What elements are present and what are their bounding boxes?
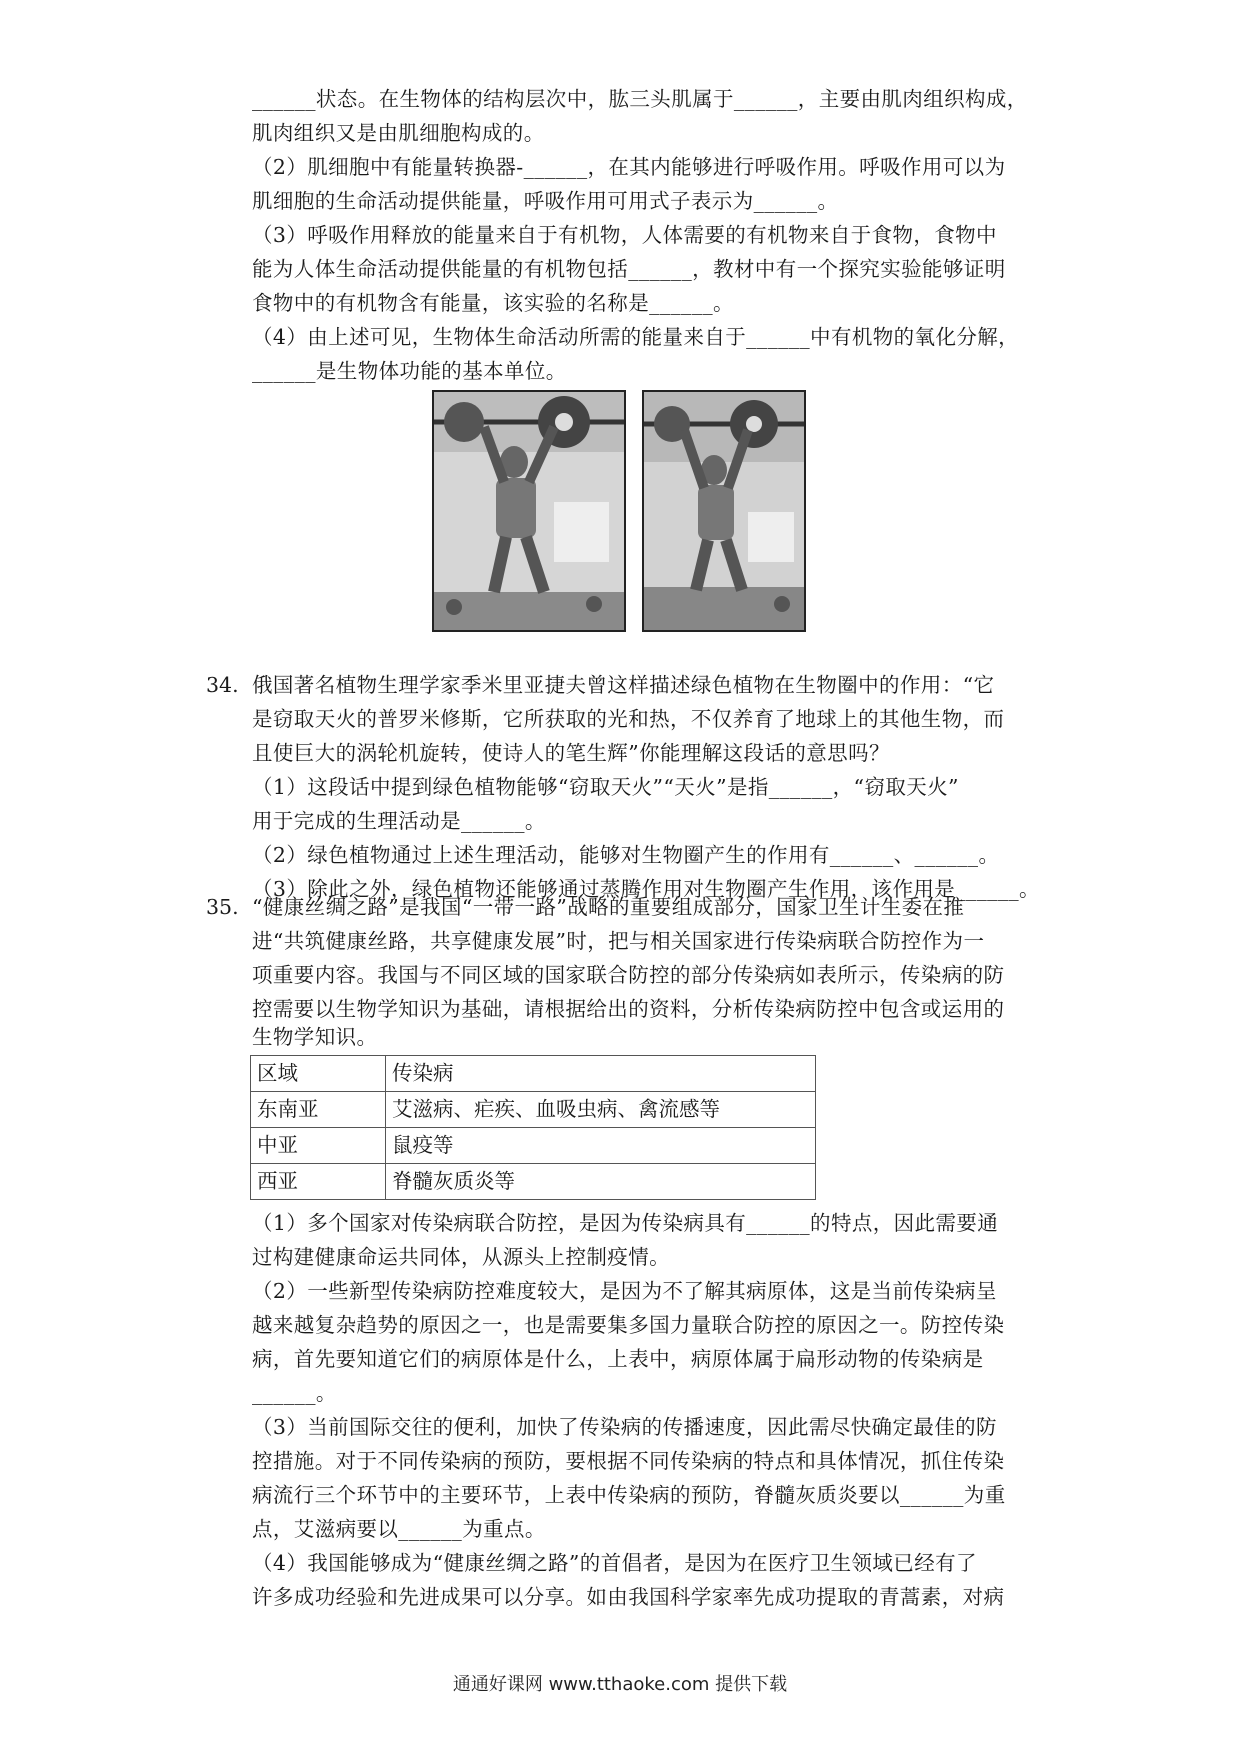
text-line: 越来越复杂趋势的原因之一，也是需要集多国力量联合防控的原因之一。防控传染: [252, 1313, 1005, 1337]
text-line: （1）多个国家对传染病联合防控，是因为传染病具有______的特点，因此需要通: [252, 1211, 999, 1235]
text-line: 进“共筑健康丝路，共享健康发展”时，把与相关国家进行传染病联合防控作为一: [252, 929, 985, 953]
weightlifter-photo-2: [642, 390, 806, 632]
text-line: 控需要以生物学知识为基础，请根据给出的资料，分析传染病防控中包含或运用的: [252, 997, 1005, 1021]
table-header-cell: 区域: [251, 1056, 386, 1092]
table-cell: 西亚: [251, 1164, 386, 1200]
text-line: （2）肌细胞中有能量转换器-______，在其内能够进行呼吸作用。呼吸作用可以为: [252, 155, 1006, 179]
text-line: “健康丝绸之路”是我国“一带一路”战略的重要组成部分，国家卫生计生委在推: [252, 895, 965, 919]
table-row: [251, 1128, 816, 1164]
table-cell: 脊髓灰质炎等: [386, 1164, 816, 1200]
text-line: （3）除此之外，绿色植物还能够通过蒸腾作用对生物圈产生作用，该作用是______。: [252, 877, 1040, 901]
text-line: 生物学知识。: [252, 1025, 378, 1049]
text-line: 病流行三个环节中的主要环节，上表中传染病的预防，脊髓灰质炎要以______为重: [252, 1483, 1006, 1507]
text-line: 病，首先要知道它们的病原体是什么，上表中，病原体属于扁形动物的传染病是: [252, 1347, 984, 1371]
text-line: 且使巨大的涡轮机旋转，使诗人的笔生辉”你能理解这段话的意思吗？: [252, 741, 890, 765]
text-line: 肌肉组织又是由肌细胞构成的。: [252, 121, 545, 145]
text-line: （3）当前国际交往的便利，加快了传染病的传播速度，因此需尽快确定最佳的防: [252, 1415, 997, 1439]
text-line: 食物中的有机物含有能量，该实验的名称是______。: [252, 291, 734, 315]
text-line: （4）我国能够成为“健康丝绸之路”的首倡者，是因为在医疗卫生领域已经有了: [252, 1551, 977, 1575]
text-line: （2）绿色植物通过上述生理活动，能够对生物圈产生的作用有______、______。: [252, 843, 1000, 867]
page-footer: 通通好课网 www.tthaoke.com 提供下载: [452, 1674, 788, 1695]
table-header-row: [251, 1056, 816, 1092]
text-line: （3）呼吸作用释放的能量来自于有机物，人体需要的有机物来自于食物，食物中: [252, 223, 997, 247]
text-line: ______是生物体功能的基本单位。: [252, 359, 567, 383]
table-header-cell: 传染病: [386, 1056, 816, 1092]
text-line: 项重要内容。我国与不同区域的国家联合防控的部分传染病如表所示，传染病的防: [252, 963, 1005, 987]
disease-table: [250, 1055, 816, 1200]
text-line: （1）这段话中提到绿色植物能够“窃取天火”“天火”是指______，“窃取天火”: [252, 775, 959, 799]
table-cell: 东南亚: [251, 1092, 386, 1128]
table-row: [251, 1164, 816, 1200]
weightlifter-photo-1: [432, 390, 626, 632]
table-cell: 鼠疫等: [386, 1128, 816, 1164]
text-line: 是窃取天火的普罗米修斯，它所获取的光和热，不仅养育了地球上的其他生物，而: [252, 707, 1005, 731]
text-line: 过构建健康命运共同体，从源头上控制疫情。: [252, 1245, 670, 1269]
text-line: 能为人体生命活动提供能量的有机物包括______，教材中有一个探究实验能够证明: [252, 257, 1006, 281]
text-line: 俄国著名植物生理学家季米里亚捷夫曾这样描述绿色植物在生物圈中的作用：“它: [252, 673, 995, 697]
text-line: 点，艾滋病要以______为重点。: [252, 1517, 546, 1541]
text-line: 许多成功经验和先进成果可以分享。如由我国科学家率先成功提取的青蒿素，对病: [252, 1585, 1005, 1609]
table-cell: 中亚: [251, 1128, 386, 1164]
text-line: （2）一些新型传染病防控难度较大，是因为不了解其病原体，这是当前传染病呈: [252, 1279, 997, 1303]
text-line: 肌细胞的生命活动提供能量，呼吸作用可用式子表示为______。: [252, 189, 839, 213]
text-line: （4）由上述可见，生物体生命活动所需的能量来自于______中有机物的氧化分解，: [252, 325, 1020, 349]
text-line: ______状态。在生物体的结构层次中，肱三头肌属于______，主要由肌肉组织构成，: [252, 87, 1028, 111]
table-row: [251, 1092, 816, 1128]
text-line: 用于完成的生理活动是______。: [252, 809, 546, 833]
text-line: 控措施。对于不同传染病的预防，要根据不同传染病的特点和具体情况，抓住传染: [252, 1449, 1005, 1473]
question-number: 35.: [206, 895, 239, 919]
table-cell: 艾滋病、疟疾、血吸虫病、禽流感等: [386, 1092, 816, 1128]
text-line: ______。: [252, 1381, 337, 1405]
question-number: 34.: [206, 673, 239, 697]
